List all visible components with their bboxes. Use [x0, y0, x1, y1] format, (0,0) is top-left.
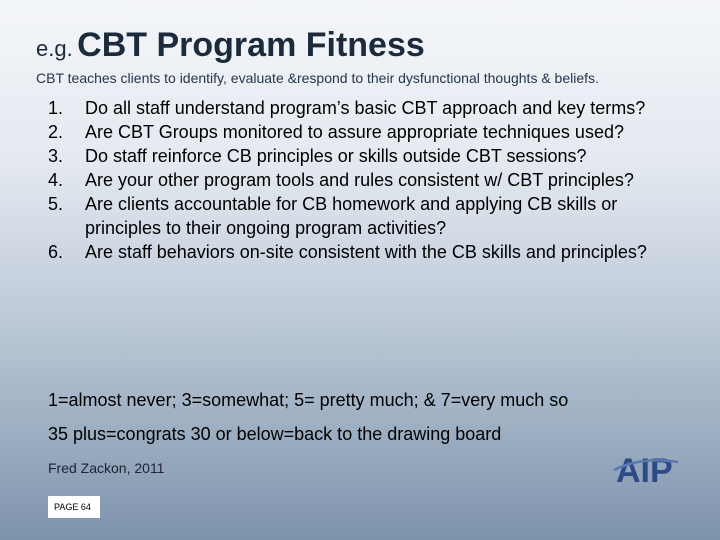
item-text: Are clients accountable for CB homework and applying CB skills or principles to their ongoing program activities? — [85, 194, 618, 238]
title-main: CBT Program Fitness — [77, 26, 425, 64]
list-item — [48, 96, 668, 120]
item-text: Do all staff understand program’s basic CBT approach and key terms? — [85, 98, 646, 118]
aip-logo-icon — [612, 448, 684, 488]
list-item — [48, 240, 668, 264]
slide-title — [36, 26, 425, 65]
question-list — [48, 96, 668, 264]
item-text: Are staff behaviors on-site consistent with the CB skills and principles? — [85, 242, 647, 262]
title-prefix: e.g. — [36, 36, 73, 61]
item-number: 4. — [48, 170, 64, 190]
item-number: 1. — [48, 98, 64, 118]
item-text: Do staff reinforce CB principles or skills outside CBT sessions? — [85, 146, 587, 166]
item-text: Are CBT Groups monitored to assure appropriate techniques used? — [85, 122, 624, 142]
item-number: 5. — [48, 194, 64, 214]
list-item — [48, 144, 668, 168]
list-item — [48, 168, 668, 192]
subtitle: CBT teaches clients to identify, evaluate &respond to their dysfunctional thoughts & beliefs. — [36, 70, 599, 86]
rating-scale: 1=almost never; 3=somewhat; 5= pretty much; & 7=very much so — [48, 390, 569, 410]
item-number: 3. — [48, 146, 64, 166]
logo-text: AIP — [616, 452, 673, 488]
item-number: 2. — [48, 122, 64, 142]
author-credit: Fred Zackon, 2011 — [48, 460, 165, 476]
item-number: 6. — [48, 242, 64, 262]
score-guide: 35 plus=congrats 30 or below=back to the drawing board — [48, 424, 502, 444]
list-item — [48, 192, 668, 240]
page-label: PAGE 64 — [48, 496, 100, 518]
list-item — [48, 120, 668, 144]
item-text: Are your other program tools and rules consistent w/ CBT principles? — [85, 170, 634, 190]
